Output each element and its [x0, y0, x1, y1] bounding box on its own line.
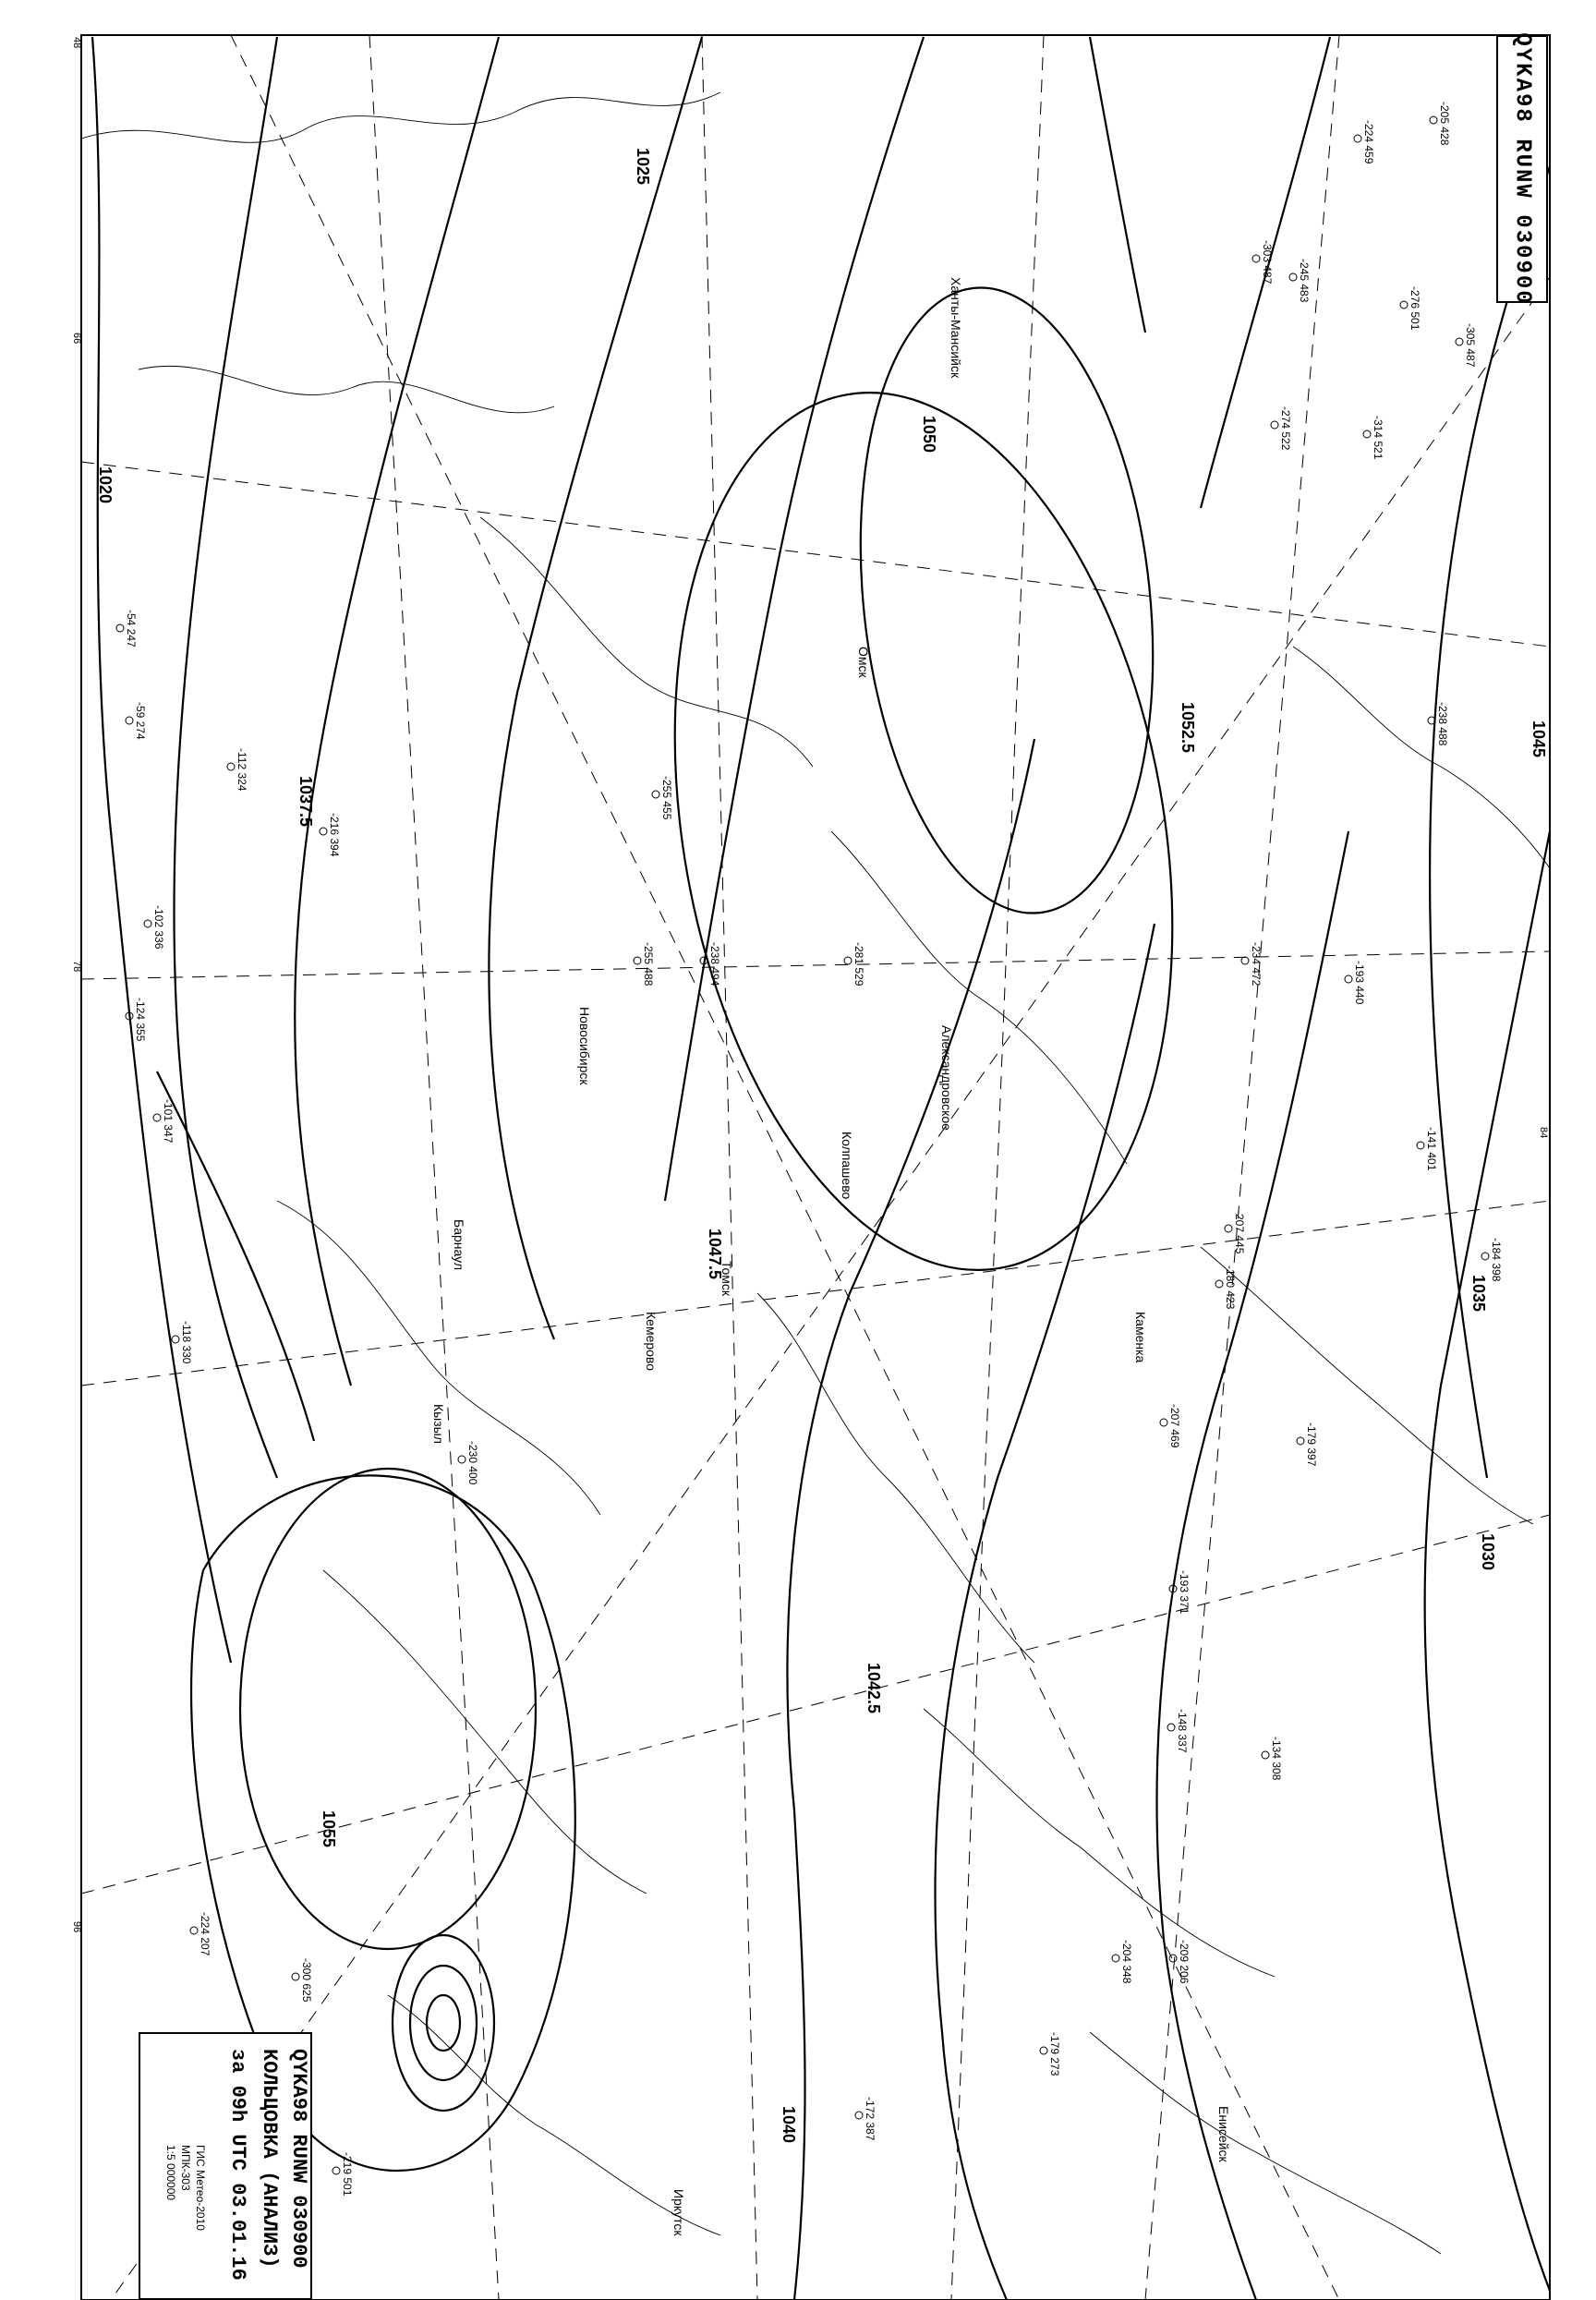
svg-text:-59 274: -59 274 — [134, 702, 147, 740]
legend-credit: ГИС Метео-2010 — [194, 2145, 207, 2231]
station-plot — [144, 905, 165, 950]
svg-text:-224 459: -224 459 — [1362, 120, 1375, 164]
city-tomsk: Томск — [719, 1261, 734, 1296]
station-plot — [1262, 1737, 1283, 1781]
svg-text:-193 371: -193 371 — [1178, 1570, 1191, 1615]
station-plot — [1215, 1265, 1237, 1310]
station-plot — [1271, 406, 1292, 451]
svg-text:-238 488: -238 488 — [1436, 702, 1449, 746]
isobar-label-1052: 1052.5 — [1179, 702, 1197, 754]
legend-time: за 09h UTC 03.01.16 — [226, 2049, 249, 2281]
svg-text:-102 336: -102 336 — [152, 905, 165, 950]
svg-text:-209 206: -209 206 — [1178, 1940, 1191, 1984]
station-plot — [190, 1912, 212, 1956]
station-plot — [1169, 1940, 1191, 1984]
svg-text:-172 387: -172 387 — [864, 2097, 877, 2141]
svg-text:-303 487: -303 487 — [1261, 240, 1274, 284]
station-plot — [1160, 1404, 1181, 1448]
svg-text:84: 84 — [1538, 1127, 1549, 1139]
station-plot — [126, 702, 147, 740]
svg-text:-148 337: -148 337 — [1176, 1709, 1189, 1753]
station-plot — [320, 813, 341, 857]
station-plot — [172, 1321, 193, 1364]
station-plot — [652, 776, 673, 820]
station-plot — [634, 942, 655, 987]
station-plot — [1289, 259, 1311, 303]
isobar-label-1037: 1037.5 — [296, 776, 315, 828]
svg-text:-205 428: -205 428 — [1438, 102, 1451, 146]
city-kyzyl: Кызыл — [431, 1404, 446, 1444]
svg-text:-281 529: -281 529 — [852, 942, 865, 987]
city-aleksandrovskoe: Александровское — [939, 1025, 954, 1131]
svg-text:-54 247: -54 247 — [125, 610, 138, 648]
legend-title: КОЛЬЦОВКА (АНАЛИЗ) — [258, 2049, 281, 2269]
map-header-title — [1496, 32, 1548, 306]
city-novosibirsk: Новосибирск — [577, 1007, 592, 1085]
city-omsk: Омск — [856, 647, 871, 678]
isobar-label-1047: 1047.5 — [706, 1229, 724, 1280]
station-plot — [1169, 1570, 1191, 1615]
coastlines — [81, 92, 1550, 2254]
station-plot — [844, 942, 865, 987]
svg-text:-179 397: -179 397 — [1305, 1422, 1318, 1467]
map-legend — [139, 2032, 312, 2300]
svg-text:-276 501: -276 501 — [1409, 286, 1421, 331]
svg-text:-219 501: -219 501 — [341, 2152, 354, 2197]
city-kolpashevo: Колпашево — [840, 1132, 854, 1200]
svg-text:-230 400: -230 400 — [466, 1441, 479, 1485]
svg-text:-216 394: -216 394 — [328, 813, 341, 857]
station-plot — [1225, 1210, 1246, 1254]
isobar-label-1045: 1045 — [1530, 720, 1548, 758]
isobar-label-1050: 1050 — [920, 416, 938, 454]
svg-text:-234 472: -234 472 — [1250, 942, 1263, 987]
svg-text:-124 355: -124 355 — [134, 998, 147, 1042]
station-plot — [292, 1958, 313, 2003]
svg-text:-255 488: -255 488 — [642, 942, 655, 987]
station-plot — [1400, 286, 1421, 331]
svg-text:-305 487: -305 487 — [1464, 323, 1477, 368]
legend-scale: 1:5 000000 — [164, 2145, 177, 2201]
station-plot — [116, 610, 138, 648]
station-plot — [1167, 1709, 1189, 1753]
isobar-label-1020: 1020 — [96, 466, 115, 504]
station-plot — [1040, 2032, 1061, 2076]
station-plot — [227, 748, 248, 792]
svg-text:-193 440: -193 440 — [1353, 961, 1366, 1005]
svg-text:66: 66 — [71, 333, 82, 345]
station-plot — [1456, 323, 1477, 368]
city-khanty-mansiysk: Ханты-Мансийск — [949, 277, 963, 379]
svg-text:-207 469: -207 469 — [1168, 1404, 1181, 1448]
svg-text:48: 48 — [71, 37, 82, 49]
svg-text:-134 308: -134 308 — [1270, 1737, 1283, 1781]
station-plot — [1430, 102, 1451, 146]
legend-product: МПК-303 — [179, 2145, 192, 2191]
station-plot — [1417, 1127, 1438, 1171]
isobar-label-1025: 1025 — [634, 148, 652, 186]
svg-text:-184 398: -184 398 — [1490, 1238, 1503, 1282]
station-plot — [332, 2152, 354, 2197]
city-barnaul: Барнаул — [452, 1219, 466, 1270]
isobar-label-1030: 1030 — [1479, 1533, 1497, 1571]
svg-text:-180 423: -180 423 — [1224, 1265, 1237, 1310]
isobar-labels — [96, 148, 1548, 2143]
city-labels — [431, 277, 1231, 2236]
station-plot — [1112, 1940, 1133, 1984]
isobar-label-1055: 1055 — [320, 1810, 338, 1848]
legend-code: QYKA98 RUNW 030900 — [287, 2049, 310, 2269]
svg-text:-238 494: -238 494 — [708, 942, 721, 987]
city-yeniseysk: Енисейск — [1216, 2106, 1231, 2162]
svg-text:-112 324: -112 324 — [236, 748, 248, 792]
header-title-text: QYKA98 RUNW 030900 — [1509, 32, 1535, 306]
svg-text:96: 96 — [71, 1921, 82, 1933]
svg-text:-179 273: -179 273 — [1048, 2032, 1061, 2076]
station-plot — [1252, 240, 1274, 284]
svg-text:-255 455: -255 455 — [660, 776, 673, 820]
station-plot — [1297, 1422, 1318, 1467]
svg-text:78: 78 — [71, 961, 82, 973]
station-plot — [1354, 120, 1375, 164]
city-kamenka: Каменка — [1133, 1312, 1148, 1363]
station-plot — [1241, 942, 1263, 987]
station-plot — [153, 1099, 175, 1144]
svg-text:-300 625: -300 625 — [300, 1958, 313, 2003]
svg-text:-314 521: -314 521 — [1372, 416, 1384, 460]
isobar-label-1040: 1040 — [780, 2106, 798, 2144]
svg-text:-118 330: -118 330 — [180, 1321, 193, 1364]
svg-text:-224 207: -224 207 — [199, 1912, 212, 1956]
svg-text:-101 347: -101 347 — [162, 1099, 175, 1144]
svg-text:-274 522: -274 522 — [1279, 406, 1292, 451]
city-irkutsk: Иркутск — [671, 2189, 686, 2236]
svg-text:-245 483: -245 483 — [1298, 259, 1311, 303]
isobar-label-1042: 1042.5 — [864, 1663, 883, 1714]
city-kemerovo: Кемерово — [644, 1312, 659, 1371]
station-plots — [116, 102, 1503, 2197]
isobar-label-1035: 1035 — [1469, 1275, 1488, 1313]
station-plot — [1345, 961, 1366, 1005]
station-plot — [1428, 702, 1449, 746]
station-plot — [1363, 416, 1384, 460]
station-plot — [855, 2097, 877, 2141]
station-plot — [458, 1441, 479, 1485]
svg-text:-204 348: -204 348 — [1120, 1940, 1133, 1984]
svg-text:-141 401: -141 401 — [1425, 1127, 1438, 1171]
edge-labels — [71, 37, 1549, 1932]
svg-text:-207 445: -207 445 — [1233, 1210, 1246, 1254]
